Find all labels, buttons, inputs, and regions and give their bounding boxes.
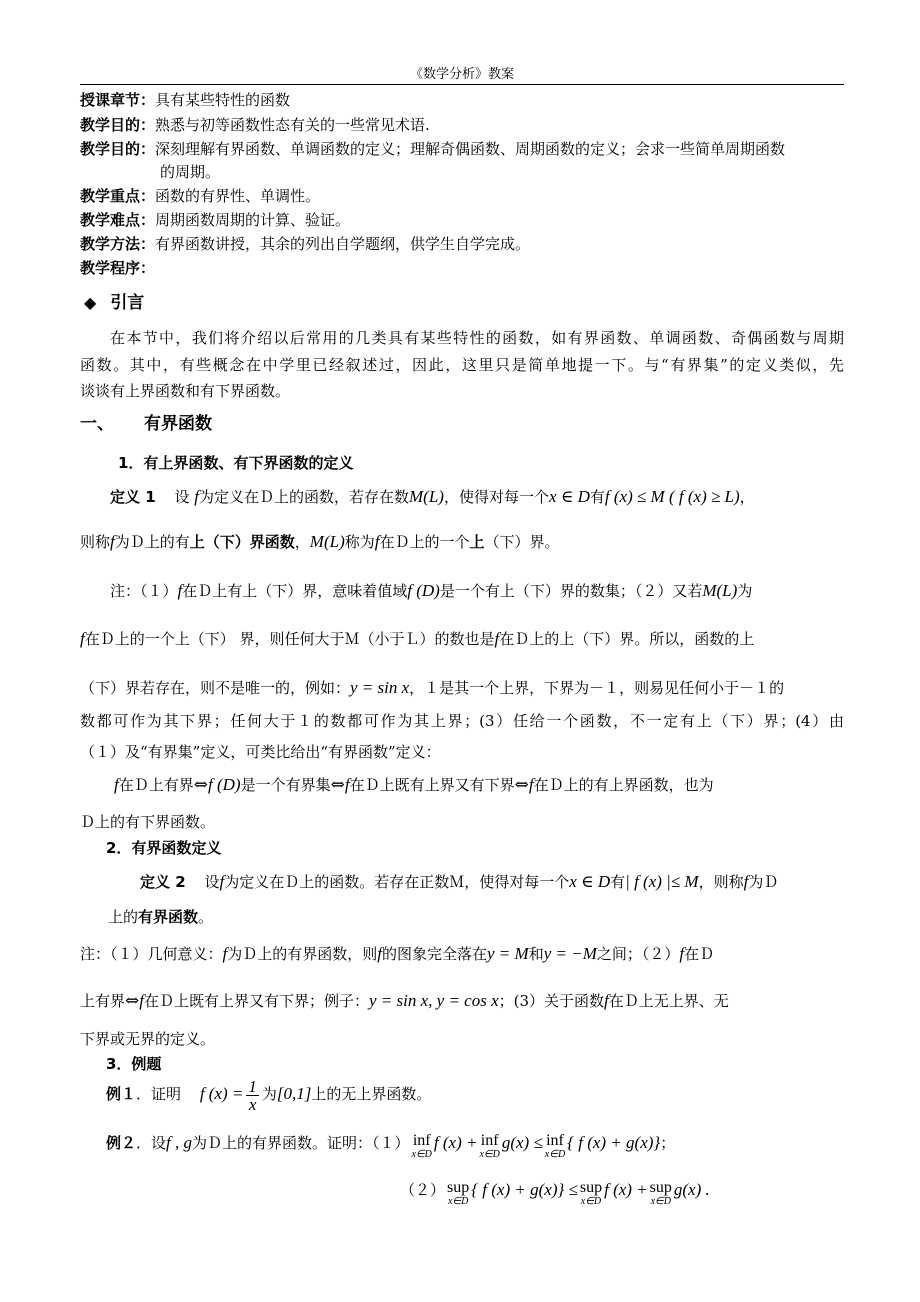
aim2-text-2: 的周期。 xyxy=(160,163,221,181)
math-f-g: f , g xyxy=(166,1133,193,1152)
ex2-text: （２） xyxy=(400,1181,446,1199)
meta-procedure xyxy=(80,258,844,278)
inf-text: inf xyxy=(480,1132,499,1149)
note2-text: 之间；（２） xyxy=(596,945,680,963)
note-1-line-3 xyxy=(80,678,844,698)
intro-line-1: 在本节中，我们将介绍以后常用的几类具有某些特性的函数，如有界函数、单调函数、奇偶函数与周期 xyxy=(110,329,844,347)
sup-operator xyxy=(580,1180,602,1208)
note-1-line-1 xyxy=(110,581,844,601)
iff-symbol: ⇔ xyxy=(330,775,345,795)
intro-line-3: 谈谈有上界函数和有下界函数。 xyxy=(80,382,291,400)
def1-text: 在Ｄ上的一个 xyxy=(379,533,470,551)
note-2-line-2 xyxy=(80,991,844,1011)
subsection-1-title: 1．有上界函数、有下界函数的定义 xyxy=(118,454,354,472)
note-1-line-5: （１）及“有界集”定义，可类比给出“有界函数”定义： xyxy=(80,743,441,761)
def1-text: 为定义在Ｄ上的函数，若存在数 xyxy=(198,488,409,506)
math-fD: f (D) xyxy=(407,581,440,600)
definition-1-line-1: 定义 1 设 f为定义在Ｄ上的函数，若存在数M(L)，使得对每一个x ∈ D有f (x) ≤ M ( f (x) ≥ L)， xyxy=(110,487,755,506)
subscript-x-in-D: x∈D xyxy=(580,1196,602,1207)
note-1-line-6 xyxy=(114,775,844,795)
math-f: f xyxy=(80,629,85,648)
note2-text: 为Ｄ上的有界函数，则 xyxy=(227,945,378,963)
def1-text: 设 xyxy=(174,488,190,506)
fraction-1-over-x xyxy=(246,1078,259,1113)
math-y-sin-cos: y = sin x, y = cos x xyxy=(369,991,499,1010)
aim1-text: 熟悉与初等函数性态有关的一些常见术语. xyxy=(155,116,430,134)
aim1-label: 教学目的： xyxy=(80,116,156,134)
key-text: 函数的有界性、单调性。 xyxy=(155,187,321,205)
method-label: 教学方法： xyxy=(80,235,156,253)
math-f: f xyxy=(743,872,749,891)
inf-operator xyxy=(545,1133,565,1161)
intro-line-2: 函数。其中，有些概念在中学里已经叙述过，因此，这里只是简单地提一下。与“有界集”的定义类似，先 xyxy=(80,356,844,374)
fraction-numerator: 1 xyxy=(248,1076,257,1096)
note1-text: 在Ｄ上的一个上（下） 界，则任何大于Ｍ（小于Ｌ）的数也是 xyxy=(84,630,495,648)
inf-operator xyxy=(479,1133,499,1161)
def2-text: 。 xyxy=(198,908,214,926)
meta-aim2 xyxy=(80,139,844,159)
note-2-line-1 xyxy=(80,944,844,964)
definition-1-label: 定义 1 xyxy=(110,488,156,506)
note1-text: 是一个有上（下）界的数集；（２）又若 xyxy=(439,582,703,600)
inf-text: inf xyxy=(412,1132,431,1149)
def1-text: ， xyxy=(294,533,310,551)
ex2-text: ； xyxy=(660,1134,676,1152)
aim2-label: 教学目的： xyxy=(80,140,156,158)
subscript-x-in-D: x∈D xyxy=(544,1149,566,1160)
sup-operator xyxy=(447,1180,469,1208)
note1-text: 注：（１） xyxy=(110,582,178,600)
def1-text: 称为 xyxy=(344,533,375,551)
def2-text: 上的 xyxy=(108,908,139,926)
subsection-3-title: 3．例题 xyxy=(106,1055,162,1073)
iff-symbol: ⇔ xyxy=(193,775,208,795)
def1-text: ，使得对每一个 xyxy=(443,488,549,506)
meta-key xyxy=(80,186,844,206)
math-y-sin: y = sin x xyxy=(350,678,410,697)
math-f: f xyxy=(219,872,225,891)
sup-text: sup xyxy=(649,1179,672,1196)
example-2-line-2 xyxy=(400,1180,844,1208)
diamond-bullet-icon: ◆ xyxy=(84,293,97,312)
fraction-denominator: x xyxy=(248,1094,257,1114)
section-1-title: 有界函数 xyxy=(144,414,212,434)
note2-text: 在Ｄ xyxy=(684,945,715,963)
subsection-2-title: 2．有界函数定义 xyxy=(106,839,222,857)
section-1-number: 一、 xyxy=(80,414,114,434)
difficulty-label: 教学难点： xyxy=(80,211,156,229)
note1-text: 在Ｄ上的有上界函数，也为 xyxy=(533,776,714,794)
note1-text: 是一个有界集 xyxy=(240,776,331,794)
math-f: f xyxy=(604,991,609,1010)
math-ML: M(L) xyxy=(309,532,345,551)
ex1-text: ．证明 xyxy=(136,1085,182,1103)
math-f: f xyxy=(377,944,382,963)
definition-2-label: 定义 2 xyxy=(140,873,186,891)
subscript-x-in-D: x∈D xyxy=(650,1196,671,1207)
note1-text: 为 xyxy=(737,582,753,600)
math-term: f (x) + xyxy=(604,1180,648,1199)
definition-2-line-1 xyxy=(140,872,844,892)
note2-text: 上有界 xyxy=(80,992,126,1010)
def1-text: 则称 xyxy=(80,533,111,551)
note-1-line-7: Ｄ上的有下界函数。 xyxy=(80,813,216,831)
note-2-line-3: 下界或无界的定义。 xyxy=(80,1030,216,1048)
math-f: f xyxy=(344,775,350,794)
math-f: f xyxy=(177,581,183,600)
def2-text: 为Ｄ xyxy=(748,873,779,891)
def2-text: 有 xyxy=(610,873,626,891)
meta-method xyxy=(80,234,844,254)
note1-text: （下）界若存在，则不是唯一的，例如： xyxy=(80,679,351,697)
math-x-in-D: x ∈ D xyxy=(569,872,611,891)
math-fx-eq: f (x) = xyxy=(199,1084,244,1103)
math-term: f (x) + xyxy=(433,1133,478,1152)
math-f: f xyxy=(110,532,115,551)
math-inequality: f (x) ≤ M ( f (x) ≥ L) xyxy=(604,487,740,506)
definition-1-line-2 xyxy=(80,532,844,552)
ex2-text: 为Ｄ上的有界函数。证明：（１） xyxy=(192,1134,410,1152)
note1-text: 在Ｄ上既有上界又有下界 xyxy=(349,776,515,794)
example-2-label: 例２ xyxy=(106,1134,137,1152)
subscript-x-in-D: x∈D xyxy=(447,1196,469,1207)
intro-heading xyxy=(84,293,844,313)
math-f: f xyxy=(194,487,199,506)
procedure-label: 教学程序： xyxy=(80,259,156,277)
math-term: g(x) ≤ xyxy=(501,1133,543,1152)
note1-text: 在Ｄ上有上（下）界，意味着值域 xyxy=(182,582,408,600)
note2-text: ；(3）关于函数 xyxy=(498,992,605,1010)
math-abs-bound: | f (x) |≤ M xyxy=(625,872,699,891)
difficulty-text: 周期函数周期的计算、验证。 xyxy=(155,211,351,229)
example-1-label: 例１ xyxy=(106,1085,137,1103)
note2-text: 注：（１）几何意义： xyxy=(80,945,223,963)
math-f: f xyxy=(494,629,500,648)
sup-operator xyxy=(650,1180,672,1208)
math-y-neg-M: y = −M xyxy=(543,944,597,963)
meta-chapter xyxy=(80,90,844,110)
math-f: f xyxy=(222,944,228,963)
def2-text: ，则称 xyxy=(698,873,744,891)
math-x-in-D: x ∈ D xyxy=(548,487,590,506)
def1-text: （下）界。 xyxy=(484,533,560,551)
math-interval: [0,1] xyxy=(276,1084,312,1103)
iff-symbol: ⇔ xyxy=(125,991,140,1011)
math-f: f xyxy=(528,775,534,794)
note-1-line-4: 数都可作为其下界；任何大于１的数都可作为其上界；(3）任给一个函数，不一定有上（下）界；(4）由 xyxy=(80,712,844,730)
section-1-heading xyxy=(80,414,844,434)
note1-text: 在Ｄ上的上（下）界。所以，函数的上 xyxy=(499,630,755,648)
note2-text: 在Ｄ上既有上界又有下界；例子： xyxy=(144,992,370,1010)
math-y-M: y = M xyxy=(487,944,529,963)
def2-bold-term: 有界函数 xyxy=(138,908,199,926)
note1-text: ，１是其一个上界，下界为－１，则易见任何小于－１的 xyxy=(409,679,785,697)
meta-aim1 xyxy=(80,115,844,135)
note2-text: 和 xyxy=(528,945,544,963)
math-fD: f (D) xyxy=(208,775,241,794)
inf-text: inf xyxy=(546,1132,564,1149)
math-f: f xyxy=(374,532,380,551)
def1-bold-term: 上（下）界函数 xyxy=(189,533,295,551)
math-ML: M(L) xyxy=(409,487,444,506)
page-header-title: 《数学分析》教案 xyxy=(409,67,514,82)
ex1-text: 为 xyxy=(261,1085,277,1103)
math-ML: M(L) xyxy=(702,581,738,600)
inf-operator xyxy=(412,1133,432,1161)
math-f: f xyxy=(114,775,119,794)
chapter-text: 具有某些特性的函数 xyxy=(155,91,291,109)
math-term: { f (x) + g(x)} ≤ xyxy=(471,1180,578,1199)
math-f: f xyxy=(679,944,685,963)
example-2-line-1 xyxy=(106,1133,844,1161)
note2-text: 的图象完全落在 xyxy=(382,945,488,963)
iff-symbol: ⇔ xyxy=(514,775,529,795)
aim2-text-1: 深刻理解有界函数、单调函数的定义；理解奇偶函数、周期函数的定义；会求一些简单周期函数 xyxy=(155,140,786,158)
math-f: f xyxy=(139,991,144,1010)
def2-text: 设 xyxy=(204,873,220,891)
example-1 xyxy=(106,1076,844,1113)
chapter-label: 授课章节： xyxy=(80,91,156,109)
method-text: 有界函数讲授，其余的列出自学题纲，供学生自学完成。 xyxy=(155,235,531,253)
key-label: 教学重点： xyxy=(80,187,156,205)
sup-text: sup xyxy=(447,1179,470,1196)
ex1-text: 上的无上界函数。 xyxy=(311,1085,432,1103)
header-rule xyxy=(80,84,844,85)
subscript-x-in-D: x∈D xyxy=(411,1149,432,1160)
def2-text: 为定义在Ｄ上的函数。若存在正数Ｍ，使得对每一个 xyxy=(224,873,570,891)
math-term: { f (x) + g(x)} xyxy=(567,1133,661,1152)
note1-text: 在Ｄ上有界 xyxy=(118,776,194,794)
ex2-text: ．设 xyxy=(136,1134,167,1152)
def1-bold-term: 上 xyxy=(469,533,485,551)
definition-2-line-2 xyxy=(108,907,844,927)
note-1-line-2 xyxy=(80,629,844,649)
note2-text: 在Ｄ上无上界、无 xyxy=(608,992,729,1010)
subscript-x-in-D: x∈D xyxy=(479,1149,500,1160)
def1-text: 为Ｄ上的有 xyxy=(114,533,190,551)
meta-difficulty xyxy=(80,210,844,230)
math-term: g(x) . xyxy=(673,1180,710,1199)
def1-text: 有 xyxy=(589,488,605,506)
sup-text: sup xyxy=(579,1179,603,1196)
intro-title: 引言 xyxy=(110,293,145,313)
